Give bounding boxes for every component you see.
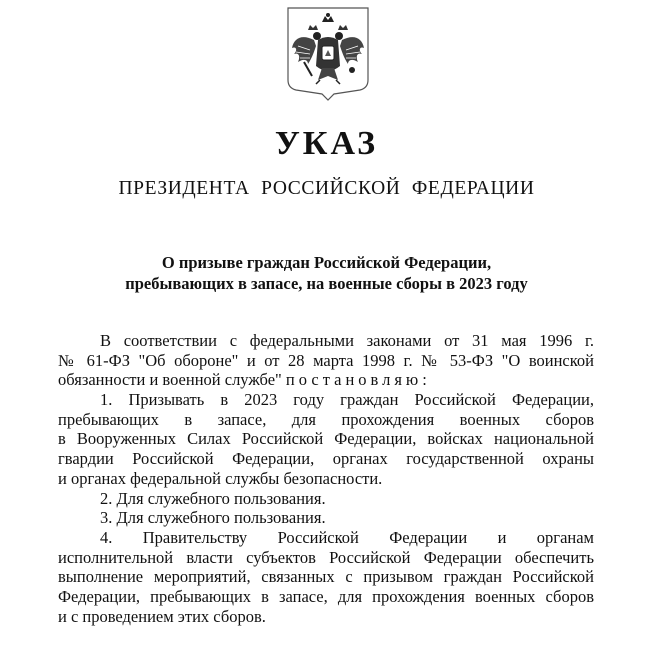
coat-of-arms-emblem xyxy=(282,4,374,102)
text-line: Федерации, пребывающих в запасе, для прохождения военных сборов xyxy=(58,586,594,606)
text-line: и с проведением этих сборов. xyxy=(58,606,266,626)
russian-coat-of-arms-icon xyxy=(282,4,374,102)
paragraph-2 xyxy=(58,489,594,509)
text-line: выполнение мероприятий, связанных с призывом граждан Российской xyxy=(58,567,594,587)
decree-title: УКАЗ xyxy=(274,125,379,162)
text-line: № 61-ФЗ "Об обороне" и от 28 марта 1998 г. № 53-ФЗ "О воинской xyxy=(58,350,594,370)
text-line: и органах федеральной службы безопасности. xyxy=(58,468,383,488)
text-line: исполнительной власти субъектов Российской Федерации обеспечить xyxy=(58,547,594,567)
decree-body xyxy=(58,331,594,626)
heading-line: пребывающих в запасе, на военные сборы в 2023 году xyxy=(125,274,528,293)
text-line: пребывающих в запасе, для прохождения военных сборов xyxy=(58,409,594,429)
paragraph-4 xyxy=(58,528,594,626)
text-line: 1. Призывать в 2023 году граждан Российской Федерации, xyxy=(100,390,594,410)
paragraph-1 xyxy=(58,390,594,488)
decree-keyword: постановляю: xyxy=(285,370,431,390)
text-line: в Вооруженных Силах Российской Федерации, войсках национальной xyxy=(58,429,594,449)
heading-line: О призыве граждан Российской Федерации, xyxy=(161,253,492,272)
paragraph-3 xyxy=(58,508,594,528)
text-line: 2. Для служебного пользования. xyxy=(100,488,326,508)
text-line: гвардии Российской Федерации, органах государственной охраны xyxy=(58,449,594,469)
text-line: В соответствии с федеральными законами от 31 мая 1996 г. xyxy=(100,331,594,350)
decree-heading xyxy=(0,252,653,294)
text-line xyxy=(58,370,594,390)
text-line: 4. Правительству Российской Федерации и органам xyxy=(100,527,594,547)
decree-subtitle: ПРЕЗИДЕНТА РОССИЙСКОЙ ФЕДЕРАЦИИ xyxy=(118,178,535,199)
preamble-paragraph xyxy=(58,331,594,390)
text-line: 3. Для служебного пользования. xyxy=(100,508,326,528)
text-fragment: обязанности и военной службе" xyxy=(58,370,286,390)
